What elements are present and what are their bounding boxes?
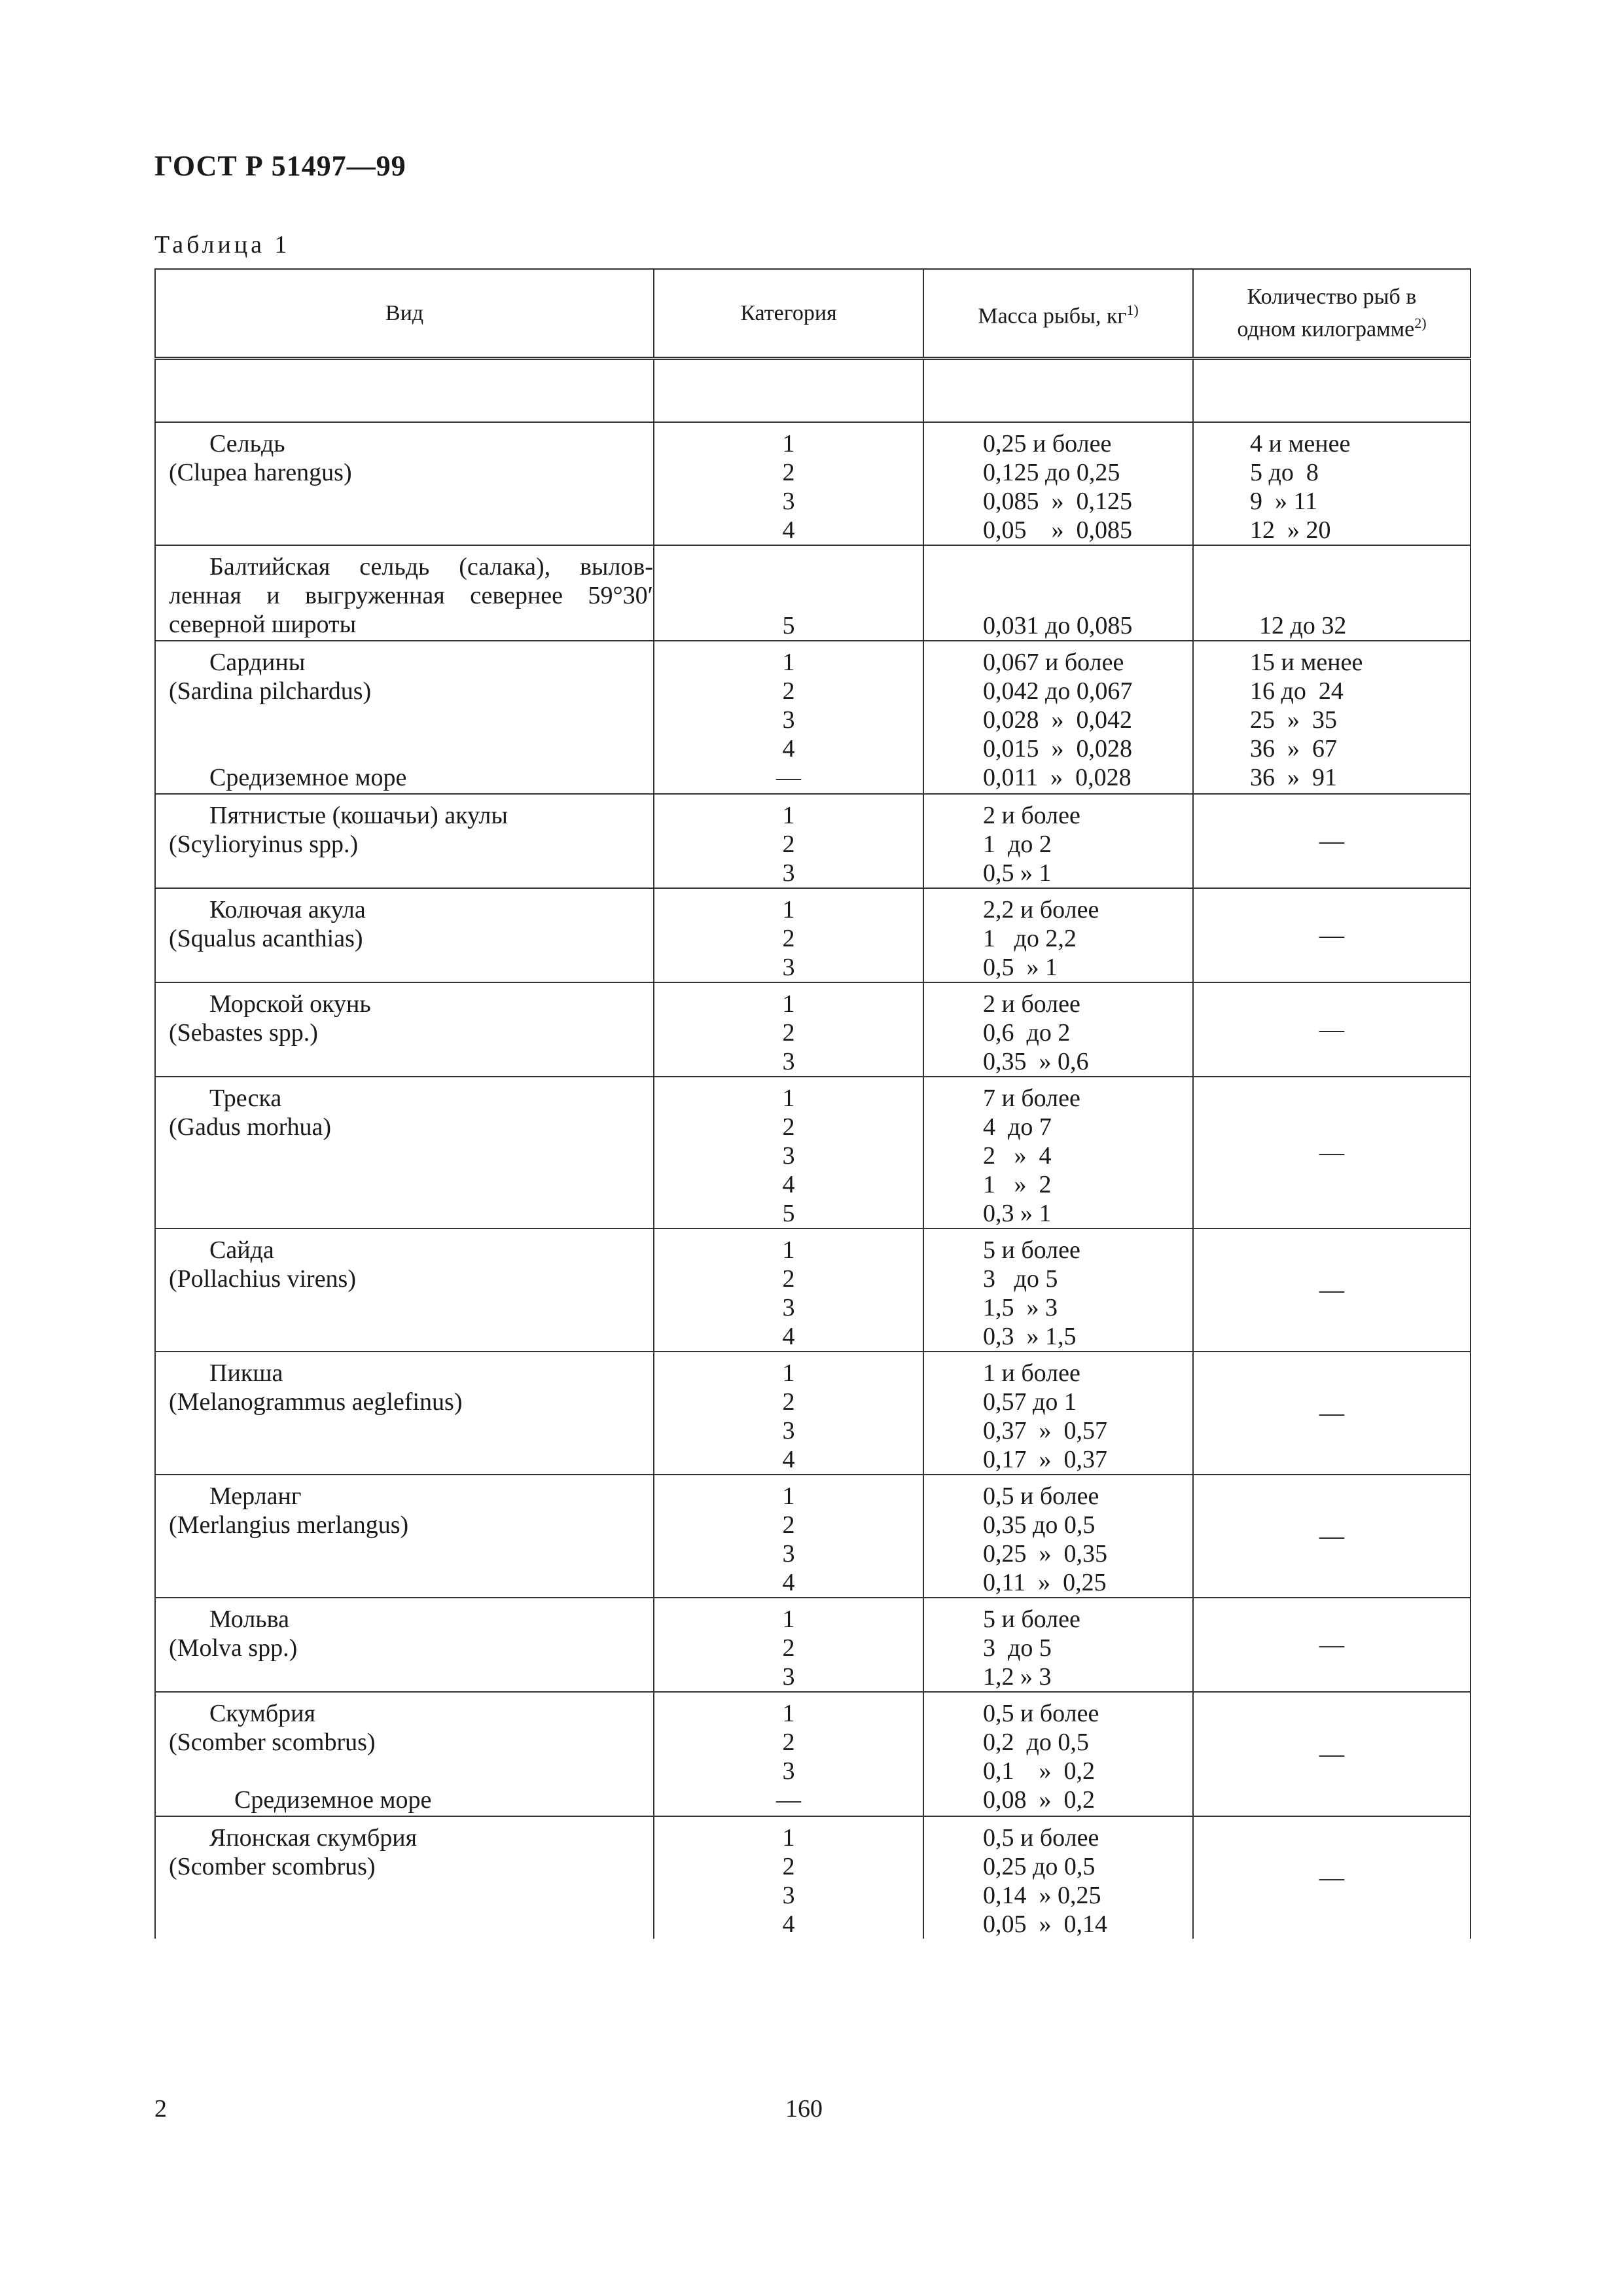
table-row [155,545,1471,641]
mass-value: 0,57 до 1 [983,1388,1077,1416]
mass-value: 0,042 до 0,067 [983,677,1133,705]
mass-cell [923,1077,1193,1229]
count-cell [1193,982,1471,1077]
species-cell [155,1352,654,1475]
species-latin: (Sebastes spp.) [169,1019,318,1047]
count-value: 25 » 35 [1250,706,1337,734]
mass-value: 0,25 » 0,35 [983,1540,1107,1568]
mass-value: 0,11 » 0,25 [983,1569,1107,1596]
species-name: Мерланг [209,1482,302,1510]
species-note-line: северной широты [169,611,357,638]
mass-cell [923,1816,1193,1939]
species-latin: (Melanogrammus aeglefinus) [169,1388,463,1416]
count-dash: — [1319,1740,1344,1768]
category-value: 1 [782,1236,795,1264]
table-row [155,641,1471,794]
mass-value: 0,05 » 0,14 [983,1910,1107,1938]
category-value: 1 [782,430,795,457]
category-cell [654,1692,923,1816]
table-caption: Таблица 1 [154,231,291,259]
count-dash: — [1319,827,1344,855]
category-value: 5 [782,1200,795,1227]
mass-value: 0,2 до 0,5 [983,1729,1089,1756]
mass-value: 0,5 и более [983,1824,1099,1852]
mass-value: 0,031 до 0,085 [983,612,1133,639]
category-cell [654,1475,923,1598]
mass-value: 0,5 » 1 [983,954,1058,981]
mass-value: 0,011 » 0,028 [983,764,1132,791]
category-value: 2 [782,925,795,952]
category-value: 2 [782,459,795,486]
count-value: 36 » 91 [1250,764,1337,791]
species-name: Колючая акула [209,896,366,924]
species-latin: (Scomber scombrus) [169,1729,376,1756]
species-cell [155,1229,654,1352]
mass-cell [923,422,1193,545]
mass-value: 0,25 до 0,5 [983,1853,1096,1880]
mass-value: 0,25 и более [983,430,1112,457]
count-value: 4 и менее [1250,430,1351,457]
species-cell [155,545,654,641]
count-cell [1193,888,1471,982]
count-cell [1193,1475,1471,1598]
species-name: Скумбрия [209,1700,315,1727]
table-row [155,794,1471,888]
category-value: — [776,1786,801,1814]
category-value: 4 [782,1323,795,1350]
species-latin: (Squalus acanthias) [169,925,363,952]
mass-value: 0,3 » 1 [983,1200,1052,1227]
count-dash: — [1319,1016,1344,1043]
count-value: 16 до 24 [1250,677,1344,705]
header-count: Количество рыб в одном килограмме$^{2)}$ [1193,269,1471,359]
mass-cell [923,1598,1193,1692]
mass-cell [923,545,1193,641]
table-row [155,1692,1471,1816]
category-value: 4 [782,1569,795,1596]
count-dash: — [1319,1631,1344,1659]
count-cell [1193,794,1471,888]
mass-value: 7 и более [983,1085,1080,1112]
mass-value: 2,2 и более [983,896,1099,924]
category-cell [654,641,923,794]
species-name: Мольва [209,1605,289,1633]
category-value: 1 [782,649,795,676]
table-row [155,1229,1471,1352]
species-latin: (Scylioryinus spp.) [169,831,359,858]
category-value: 3 [782,1663,795,1691]
category-value: 2 [782,1853,795,1880]
category-cell [654,982,923,1077]
mass-cell [923,1229,1193,1352]
mass-value: 0,028 » 0,042 [983,706,1132,734]
mass-value: 1 до 2 [983,831,1052,858]
mass-value: 1,2 » 3 [983,1663,1052,1691]
species-latin: (Pollachius virens) [169,1265,357,1293]
mass-value: 0,17 » 0,37 [983,1446,1107,1473]
category-value: 2 [782,1113,795,1141]
table-header-row [155,269,1471,359]
table-row [155,1077,1471,1229]
mass-value: 2 и более [983,802,1080,829]
table-row [155,422,1471,545]
species-cell [155,1598,654,1692]
category-value: 4 [782,1171,795,1198]
table-spacer-row [155,359,1471,423]
species-name: Морской окунь [209,990,371,1018]
count-dash: — [1319,1399,1344,1427]
count-dash: — [1319,1276,1344,1304]
table-row [155,1816,1471,1939]
species-latin: (Gadus morhua) [169,1113,331,1141]
mass-value: 0,5 и более [983,1482,1099,1510]
document-code: ГОСТ Р 51497—99 [154,150,406,182]
fish-table [154,268,1471,1939]
category-value: 1 [782,802,795,829]
mass-value: 0,067 и более [983,649,1124,676]
species-cell [155,888,654,982]
mass-cell [923,888,1193,982]
species-cell [155,794,654,888]
category-cell [654,1816,923,1939]
category-cell [654,888,923,982]
category-value: 1 [782,896,795,924]
species-region: Средиземное море [209,764,407,791]
mass-cell [923,1475,1193,1598]
category-value: 1 [782,1085,795,1112]
category-value: 3 [782,1882,795,1909]
category-value: 1 [782,1482,795,1510]
mass-value: 2 и более [983,990,1080,1018]
category-cell [654,1352,923,1475]
category-value: 1 [782,990,795,1018]
count-value: 9 » 11 [1250,488,1318,515]
species-latin: (Sardina pilchardus) [169,677,372,705]
count-cell [1193,422,1471,545]
table-row [155,888,1471,982]
species-note-line: Балтийская сельдь (салака), вылов- [209,553,653,581]
mass-cell [923,1352,1193,1475]
species-cell [155,1692,654,1816]
species-name: Пятнистые (кошачьи) акулы [209,802,508,829]
table-row [155,1475,1471,1598]
mass-value: 0,1 » 0,2 [983,1757,1095,1785]
category-value: 2 [782,831,795,858]
category-value: 3 [782,706,795,734]
category-value: 3 [782,1142,795,1170]
mass-cell [923,794,1193,888]
category-cell [654,1229,923,1352]
category-value: 3 [782,1294,795,1321]
species-cell [155,1475,654,1598]
category-value: 4 [782,735,795,762]
species-cell [155,1816,654,1939]
mass-value: 0,125 до 0,25 [983,459,1120,486]
category-value: 2 [782,1511,795,1539]
count-value: 5 до 8 [1250,459,1319,486]
mass-value: 0,35 » 0,6 [983,1048,1089,1075]
count-value: 12 до 32 [1259,612,1347,639]
mass-value: 0,37 » 0,57 [983,1417,1107,1444]
category-value: 2 [782,1729,795,1756]
category-value: 2 [782,1019,795,1047]
mass-value: 1 до 2,2 [983,925,1077,952]
category-value: 1 [782,1824,795,1852]
species-name: Сельдь [209,430,285,457]
species-note-line: ленная и выгруженная севернее 59°30′ [169,582,653,609]
mass-value: 0,3 » 1,5 [983,1323,1077,1350]
category-value: 3 [782,954,795,981]
count-dash: — [1319,922,1344,949]
species-latin: (Scomber scombrus) [169,1853,376,1880]
count-cell [1193,1352,1471,1475]
page-number-left: 2 [154,2095,167,2123]
category-value: 4 [782,1910,795,1938]
category-cell [654,545,923,641]
count-value: 36 » 67 [1250,735,1337,762]
mass-value: 0,08 » 0,2 [983,1786,1095,1814]
species-latin: (Molva spp.) [169,1634,298,1662]
mass-value: 0,015 » 0,028 [983,735,1132,762]
mass-value: 0,085 » 0,125 [983,488,1132,515]
species-name: Пикша [209,1359,283,1387]
count-cell [1193,641,1471,794]
category-value: 3 [782,488,795,515]
species-latin: (Merlangius merlangus) [169,1511,409,1539]
species-cell [155,982,654,1077]
mass-value: 1 и более [983,1359,1080,1387]
table-body [155,422,1471,1939]
category-value: 3 [782,1048,795,1075]
category-value: 1 [782,1700,795,1727]
count-cell [1193,1692,1471,1816]
count-cell [1193,545,1471,641]
mass-value: 5 и более [983,1236,1080,1264]
category-value: 5 [782,612,795,639]
category-cell [654,794,923,888]
category-value: 3 [782,1757,795,1785]
species-region: Средиземное море [234,1786,432,1814]
mass-value: 4 до 7 [983,1113,1052,1141]
count-dash: — [1319,1864,1344,1892]
species-name: Японская скумбрия [209,1824,418,1852]
mass-value: 0,5 » 1 [983,859,1052,887]
mass-cell [923,1692,1193,1816]
species-cell [155,422,654,545]
count-dash: — [1319,1522,1344,1550]
count-cell [1193,1229,1471,1352]
category-value: 3 [782,859,795,887]
mass-value: 5 и более [983,1605,1080,1633]
species-latin: (Clupea harengus) [169,459,352,486]
category-value: 2 [782,677,795,705]
mass-value: 1 » 2 [983,1171,1052,1198]
category-value: 2 [782,1634,795,1662]
species-name: Треска [209,1085,282,1112]
table-row [155,1352,1471,1475]
page-number-center: 160 [785,2095,823,2123]
table-row [155,1598,1471,1692]
category-value: 2 [782,1265,795,1293]
count-cell [1193,1816,1471,1939]
category-value: — [776,764,801,791]
species-cell [155,1077,654,1229]
mass-value: 1,5 » 3 [983,1294,1058,1321]
count-dash: — [1319,1139,1344,1166]
header-category: Категория [654,269,923,359]
count-cell [1193,1598,1471,1692]
category-value: 1 [782,1359,795,1387]
species-name: Сайда [209,1236,274,1264]
category-value: 4 [782,1446,795,1473]
category-value: 3 [782,1540,795,1568]
count-value: 12 » 20 [1250,516,1331,544]
mass-value: 3 до 5 [983,1634,1052,1662]
mass-cell [923,641,1193,794]
mass-value: 0,35 до 0,5 [983,1511,1096,1539]
species-name: Сардины [209,649,306,676]
category-value: 2 [782,1388,795,1416]
table-row [155,982,1471,1077]
category-value: 3 [782,1417,795,1444]
category-value: 4 [782,516,795,544]
mass-value: 0,14 » 0,25 [983,1882,1101,1909]
mass-value: 0,5 и более [983,1700,1099,1727]
mass-value: 2 » 4 [983,1142,1052,1170]
header-species: Вид [155,269,654,359]
category-value: 1 [782,1605,795,1633]
count-cell [1193,1077,1471,1229]
mass-value: 0,05 » 0,085 [983,516,1132,544]
mass-value: 3 до 5 [983,1265,1058,1293]
category-cell [654,1598,923,1692]
category-cell [654,422,923,545]
mass-cell [923,982,1193,1077]
category-cell [654,1077,923,1229]
count-value: 15 и менее [1250,649,1363,676]
mass-value: 0,6 до 2 [983,1019,1071,1047]
header-mass: Масса рыбы, $кг^{1)}$ [923,269,1193,359]
species-cell [155,641,654,794]
